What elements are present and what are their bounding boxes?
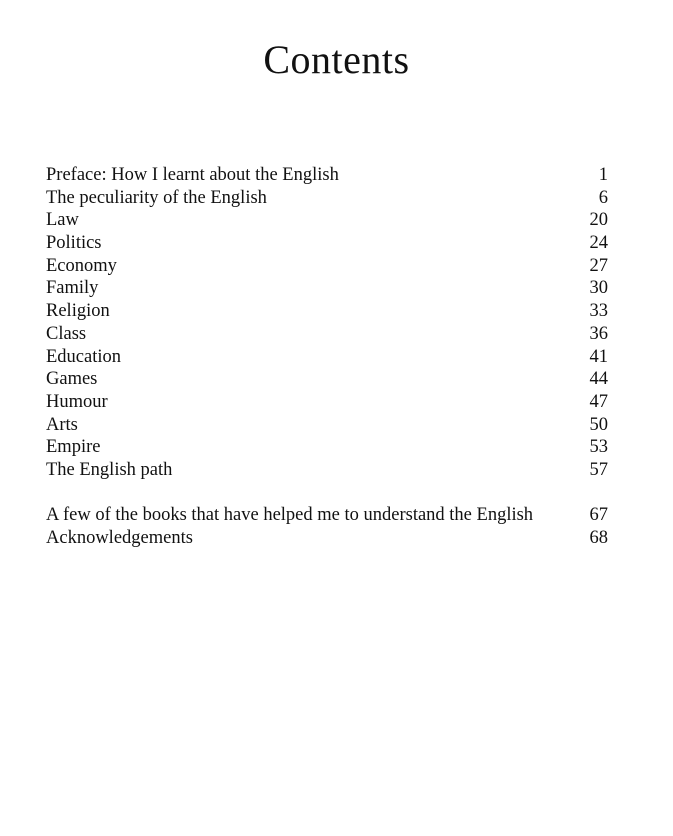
toc-entry-education[interactable]: [46, 346, 612, 369]
toc-entry-title: Arts: [46, 414, 78, 435]
toc-back-matter-list: [46, 504, 612, 549]
toc-entry-page: 6: [598, 187, 608, 208]
toc-entry-empire[interactable]: [46, 436, 612, 459]
toc-entry-acknowledgements[interactable]: [46, 527, 612, 550]
toc-entry-arts[interactable]: [46, 414, 612, 437]
toc-entry-title: Preface: How I learnt about the English: [46, 165, 339, 185]
toc-entry-page: 33: [589, 301, 608, 322]
toc-entry-politics[interactable]: [46, 232, 612, 255]
toc-entry-preface[interactable]: [46, 164, 612, 187]
toc-entry-page: 67: [589, 505, 608, 525]
toc-entry-peculiarity[interactable]: [46, 187, 612, 210]
toc-entry-games[interactable]: [46, 368, 612, 391]
toc-entry-page: 53: [589, 437, 608, 458]
toc-entry-title: Empire: [46, 437, 101, 458]
toc-entry-family[interactable]: [46, 277, 612, 300]
toc-entry-humour[interactable]: [46, 391, 612, 414]
toc-entry-title: Education: [46, 346, 122, 367]
toc-entry-title: Games: [46, 369, 98, 390]
toc-entry-english-path[interactable]: [46, 459, 612, 482]
toc-entry-title: Law: [46, 210, 79, 231]
toc-entry-page: 44: [589, 369, 608, 390]
toc-entry-books[interactable]: [46, 504, 612, 527]
page-title: Contents: [263, 37, 410, 82]
toc-entry-page: 20: [589, 210, 608, 231]
toc-entry-page: 1: [598, 165, 608, 185]
toc-entry-page: 50: [589, 414, 608, 435]
toc-main-list: [46, 164, 612, 482]
toc-entry-page: 36: [589, 323, 608, 344]
toc-entry-page: 57: [589, 459, 608, 480]
toc-entry-title: Acknowledgements: [46, 527, 193, 548]
toc-entry-religion[interactable]: [46, 300, 612, 323]
toc-entry-page: 47: [589, 391, 608, 412]
toc-entry-class[interactable]: [46, 323, 612, 346]
toc-entry-page: 30: [589, 278, 608, 299]
toc-entry-title: The English path: [46, 459, 173, 480]
toc-entry-page: 24: [589, 233, 608, 254]
toc-entry-economy[interactable]: [46, 255, 612, 278]
toc-entry-title: Humour: [46, 391, 108, 412]
toc-entry-law[interactable]: [46, 209, 612, 232]
toc-entry-page: 27: [589, 255, 608, 276]
toc-entry-title: Religion: [46, 301, 110, 322]
toc-entry-title: A few of the books that have helped me to understand the English: [46, 505, 534, 525]
toc-entry-title: Politics: [46, 233, 102, 254]
toc-entry-title: Family: [46, 278, 99, 299]
toc-entry-page: 41: [589, 346, 608, 367]
toc-entry-page: 68: [589, 527, 608, 548]
toc-entry-title: The peculiarity of the English: [46, 187, 267, 208]
toc-entry-title: Class: [46, 323, 87, 344]
toc-entry-title: Economy: [46, 255, 117, 276]
